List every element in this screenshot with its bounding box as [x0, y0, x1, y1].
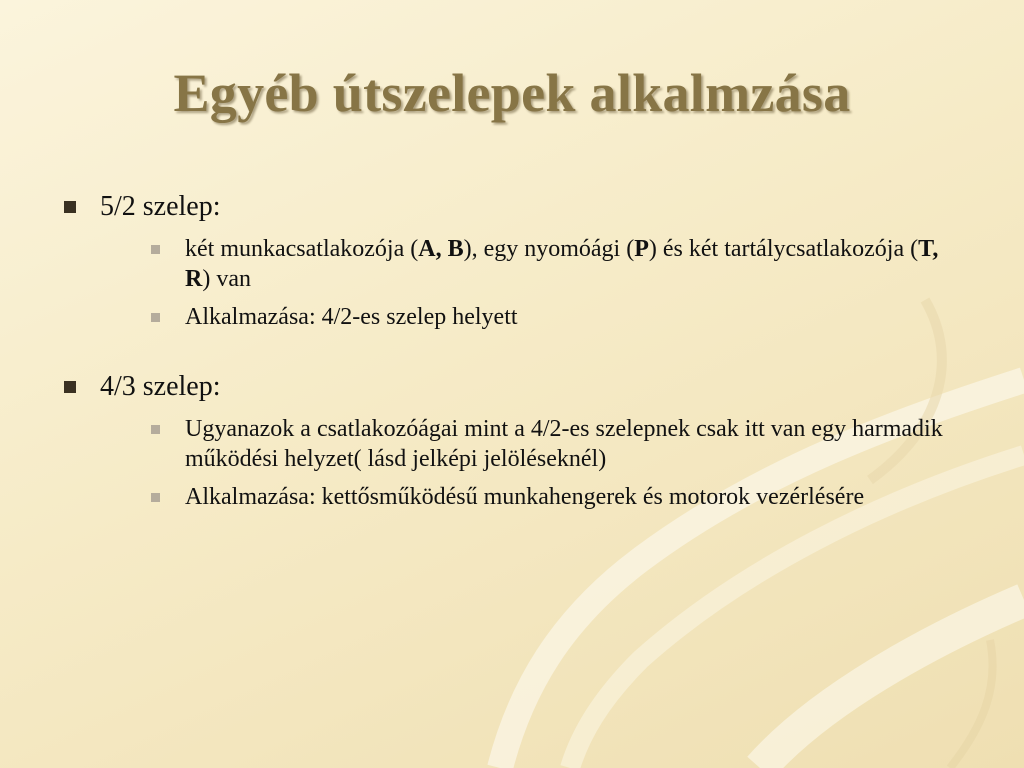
- bullet-heading: 5/2 szelep:: [100, 191, 221, 222]
- sub-bullet-usage: [147, 482, 945, 512]
- sub-bullet-ports: [147, 414, 945, 474]
- sub-bullet-text: Alkalmazása: 4/2-es szelep helyett: [185, 304, 518, 330]
- bullet-5-2-valve: [62, 190, 962, 332]
- bullet-4-3-valve: [62, 370, 962, 512]
- bullet-heading: 4/3 szelep:: [100, 371, 221, 402]
- bold-port-labels: T, R: [185, 236, 939, 292]
- sub-bullet-text: Alkalmazása: kettősműködésű munkahengerek és motorok vezérlésére: [185, 484, 865, 510]
- sub-bullet-ports: [147, 234, 945, 294]
- bullet-list: [62, 190, 962, 512]
- text-segment: ), egy nyomóági (: [463, 236, 635, 262]
- square-bullet-icon: [64, 381, 76, 393]
- bold-port-labels: A, B: [418, 236, 464, 262]
- sub-bullet-list: [100, 414, 962, 512]
- square-bullet-icon: [64, 201, 76, 213]
- slide-title: Egyéb útszelepek alkalmzása: [173, 63, 851, 123]
- square-bullet-icon: [151, 425, 160, 434]
- text-segment: ) és két tartálycsatlakozója (: [648, 236, 919, 262]
- square-bullet-icon: [151, 313, 160, 322]
- sub-bullet-usage: [147, 302, 945, 332]
- text-segment: ) van: [202, 266, 251, 292]
- bold-port-label: P: [634, 236, 649, 262]
- text-segment: két munkacsatlakozója (: [185, 236, 419, 262]
- sub-bullet-list: [100, 234, 962, 332]
- sub-bullet-text: Ugyanazok a csatlakozóágai mint a 4/2-es szelepnek csak itt van egy harmadik működési helyzet( lásd jelképi jelöléseknél): [185, 416, 943, 472]
- square-bullet-icon: [151, 245, 160, 254]
- square-bullet-icon: [151, 493, 160, 502]
